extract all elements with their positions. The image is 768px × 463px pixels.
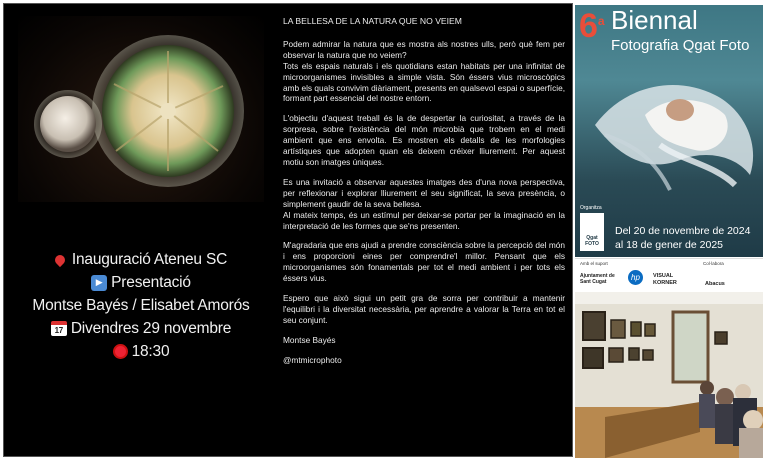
biennal-poster [575, 5, 763, 257]
event-details [18, 248, 264, 363]
hp-logo: hp [628, 270, 643, 285]
time-line [18, 340, 264, 363]
article-signature: Montse Bayés [283, 334, 336, 345]
article-paragraph: M'agradaria que ens ajudi a prendre consciència sobre la percepció del món i ens proporcioni eines per comprendre'l millor. Pensant que els microorganismes són fonamentals per tot el medi ambient i per tots els éssers vius. [283, 240, 565, 284]
poster-date-line1: Del 20 de novembre de 2024 [615, 225, 751, 237]
location-pin-icon [53, 252, 67, 266]
authors-line [18, 294, 264, 317]
date-line [18, 317, 264, 340]
date-text: Divendres 29 novembre [70, 320, 232, 337]
authors-text: Montse Bayés / Elisabet Amorós [32, 297, 250, 314]
article-paragraph: Podem admirar la natura que es mostra als nostres ulls, però què fem per observar la natura que no veiem? [283, 38, 565, 60]
support-label: Amb el suport [580, 261, 608, 266]
article-title: LA BELLESA DE LA NATURA QUE NO VEIEM [283, 16, 462, 26]
article-handle: @mtmicrophoto [283, 354, 342, 365]
play-icon: ▶ [91, 275, 107, 291]
article-paragraph: Tots els espais naturals i els quotidians estan habitats per una infinitat de microorganismes invisibles a simple vista. Són éssers vius microscòpics amb els quals convivim diàriament, presents en qualsevol espai o superfície, formant part essencial del nostre entorn. [283, 60, 565, 104]
poster-dates [615, 224, 750, 252]
abacus-logo: Abacus [705, 281, 725, 287]
microorganism-photo [18, 16, 264, 202]
qgat-foto-logo: Qgat FOTO [580, 213, 604, 251]
sponsors-strip [575, 258, 763, 292]
floating-figure-illustration [585, 65, 763, 195]
edition-number: 6$^a$ [579, 7, 605, 45]
inauguration-text: Inauguració Ateneu SC [71, 251, 228, 268]
article-paragraph: L'objectiu d'aquest treball és la de despertar la curiositat, a través de la sorpresa, sobre l'existència del món microbià que trobem en el medi ambient que ens envolta. Es mostren els detalls de les morfologies artístiques que adopten quan els deixem créixer lliurement. Per aquest motiu son imatges úniques. [283, 113, 565, 167]
inauguration-line [18, 248, 264, 271]
calendar-day: 17 [54, 326, 64, 335]
event-card [3, 3, 573, 457]
calendar-icon [51, 321, 67, 336]
poster-title: Biennal [611, 5, 698, 35]
visual-korner-logo: VISUAL KORNER [653, 273, 677, 286]
edition-suffix: a [597, 14, 605, 28]
presentation-text: Presentació [111, 274, 191, 291]
organizer-label: Organitza [580, 205, 602, 211]
exhibition-gallery-photo [575, 292, 763, 458]
santcugat-logo: Ajuntament de Sant Cugat [580, 273, 615, 285]
article-paragraph: Espero que això sigui un petit gra de sorra per contribuir a mantenir l'equilibri i la diversitat necessària, per aprendre a valorar la Terra en tot el seu conjunt. [283, 293, 565, 325]
poster-subtitle: Fotografia Qgat Foto [611, 37, 750, 54]
poster-date-line2: al 18 de gener de 2025 [615, 239, 724, 251]
alarm-clock-icon [113, 344, 128, 359]
presentation-line [18, 271, 264, 294]
article-paragraph: Es una invitació a observar aquestes imatges des d'una nova perspectiva, per reflexionar i explorar lliurement el seu significat, la seva presència, o simplement gaudir de la seva bellesa. Al mateix temps, és un estímul per deixar-se portar per la imaginació en la interpretació de les formes que se'ns presenten. [283, 176, 565, 231]
time-text: 18:30 [131, 343, 170, 360]
article-text [283, 16, 565, 375]
collab-label: Col·labora [703, 261, 724, 266]
